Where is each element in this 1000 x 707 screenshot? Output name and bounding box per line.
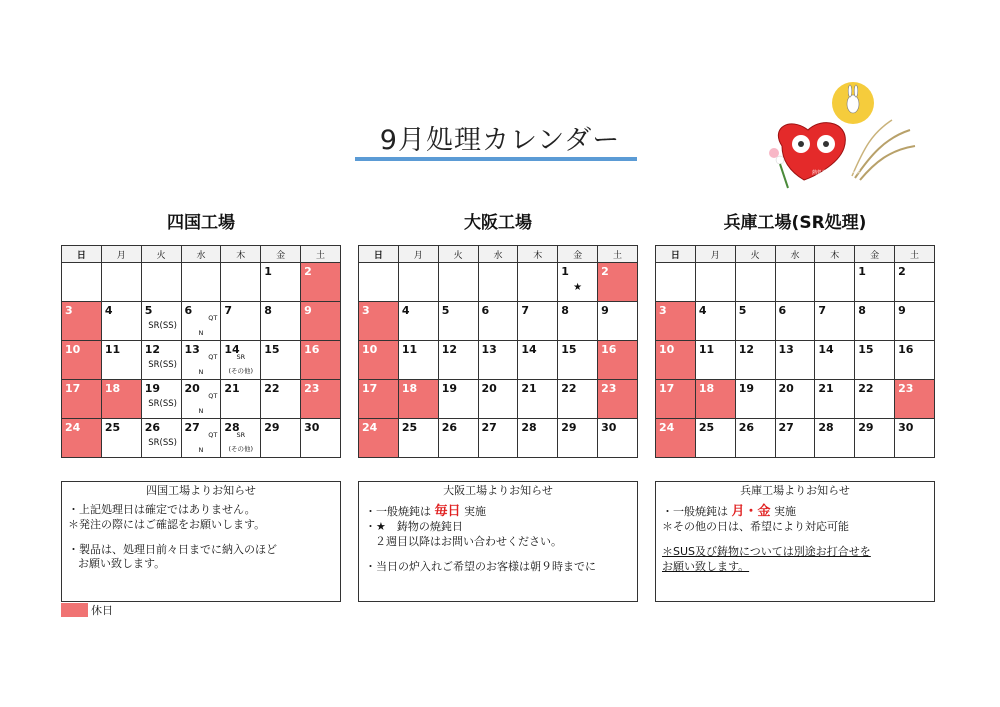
- calendar-week-row: [359, 380, 638, 419]
- calendar-day: [221, 419, 261, 458]
- notice-line: ・★ 鋳物の焼鈍日: [365, 520, 463, 534]
- calendar-day: [518, 419, 558, 458]
- day-number: 6: [184, 304, 193, 317]
- day-number: 2: [304, 265, 312, 278]
- notice-highlight: 月・金: [731, 503, 771, 519]
- weekday-header: 土: [598, 246, 638, 263]
- day-number: 2: [601, 265, 609, 278]
- calendar-day: [62, 263, 102, 302]
- calendar-day: [359, 263, 399, 302]
- notice-line: ・当日の炉入れご希望のお客様は朝９時までに: [365, 560, 596, 574]
- day-number: 26: [738, 421, 754, 434]
- notice-line: お願い致します。: [78, 557, 166, 571]
- weekday-header: 月: [101, 246, 141, 263]
- calendar-osaka: [358, 245, 638, 458]
- process-note-other: (その他): [228, 445, 254, 453]
- notice-osaka: [358, 481, 638, 602]
- calendar-week-row: [359, 302, 638, 341]
- day-number: 20: [184, 382, 200, 395]
- day-number: 24: [659, 421, 675, 434]
- calendar-day: [518, 302, 558, 341]
- calendar-day: [301, 419, 341, 458]
- process-note-other: (その他): [228, 367, 254, 375]
- calendar-day: [518, 380, 558, 419]
- calendar-day: [261, 341, 301, 380]
- calendar-day: [478, 419, 518, 458]
- day-number: 10: [659, 343, 675, 356]
- notice-line: ・上記処理日は確定ではありません。: [68, 502, 256, 516]
- process-note-ss: SR(SS): [148, 321, 177, 331]
- calendar-week-row: [656, 419, 935, 458]
- calendar-day: [775, 302, 815, 341]
- calendar-week-row: [656, 263, 935, 302]
- calendar-day: [895, 419, 935, 458]
- calendar-day: [855, 302, 895, 341]
- day-number: 4: [104, 304, 113, 317]
- calendar-day: [518, 263, 558, 302]
- weekday-header: 金: [855, 246, 895, 263]
- day-number: 7: [224, 304, 233, 317]
- calendar-day-holiday: [695, 380, 735, 419]
- weekday-header: 日: [359, 246, 399, 263]
- calendar-week-row: [359, 419, 638, 458]
- day-number: 27: [778, 421, 794, 434]
- day-number: 17: [65, 382, 81, 395]
- factory-name-shikoku: 四国工場: [167, 213, 235, 233]
- calendar-day: [855, 419, 895, 458]
- calendar-day-holiday: [301, 263, 341, 302]
- day-number: 29: [561, 421, 577, 434]
- day-number: 2: [898, 265, 906, 278]
- calendar-week-row: [62, 341, 341, 380]
- day-number: 20: [778, 382, 794, 395]
- notice-line: ＊発注の際にはご確認をお願いします。: [68, 517, 266, 531]
- day-number: 10: [65, 343, 81, 356]
- calendar-day: [181, 263, 221, 302]
- calendar-day-holiday: [598, 341, 638, 380]
- day-number: 7: [521, 304, 530, 317]
- calendar-day: [181, 341, 221, 380]
- day-number: 28: [224, 421, 240, 434]
- calendar-day: [261, 263, 301, 302]
- day-number: 14: [224, 343, 240, 356]
- weekday-header: 日: [62, 246, 102, 263]
- day-number: 25: [104, 421, 121, 434]
- weekday-header: 水: [775, 246, 815, 263]
- notice-text: 実施: [774, 504, 797, 518]
- weekday-header: 金: [558, 246, 598, 263]
- notice-line: お願い致します。: [662, 560, 750, 574]
- day-number: 26: [144, 421, 160, 434]
- calendar-day: [598, 419, 638, 458]
- day-number: 27: [481, 421, 497, 434]
- calendar-day: [815, 341, 855, 380]
- calendar-day: [815, 302, 855, 341]
- calendar-day: [438, 341, 478, 380]
- calendar-day-holiday: [656, 341, 696, 380]
- calendar-day: [221, 302, 261, 341]
- day-number: 19: [144, 382, 160, 395]
- calendar-day: [398, 302, 438, 341]
- calendar-day: [478, 302, 518, 341]
- calendar-hyogo: [655, 245, 935, 458]
- day-number: 5: [441, 304, 450, 317]
- calendar-day: [101, 263, 141, 302]
- day-number: 13: [481, 343, 497, 356]
- notice-highlight: 毎日: [434, 503, 461, 519]
- page-title: 9月処理カレンダー: [379, 125, 621, 156]
- day-number: 4: [698, 304, 707, 317]
- calendar-day: [398, 263, 438, 302]
- day-number: 20: [481, 382, 497, 395]
- day-number: 24: [65, 421, 81, 434]
- day-number: 16: [304, 343, 320, 356]
- calendar-day: [478, 341, 518, 380]
- calendar-day-holiday: [359, 302, 399, 341]
- day-number: 6: [778, 304, 787, 317]
- process-note-qt: QT: [208, 392, 218, 400]
- calendar-day: [181, 302, 221, 341]
- day-number: 4: [401, 304, 410, 317]
- calendar-day: [598, 302, 638, 341]
- day-number: 3: [362, 304, 370, 317]
- legend-holiday-label: 休日: [91, 604, 113, 617]
- calendar-week-row: [656, 341, 935, 380]
- day-number: 12: [144, 343, 160, 356]
- notice-line: ２週目以降はお問い合わせください。: [375, 535, 562, 549]
- weekday-header: 火: [141, 246, 181, 263]
- calendar-day-holiday: [656, 380, 696, 419]
- calendar-day: [101, 419, 141, 458]
- day-number: 11: [104, 343, 121, 356]
- calendar-day: [775, 341, 815, 380]
- day-number: 21: [818, 382, 834, 395]
- process-note-qt: QT: [208, 431, 218, 439]
- process-note-n: N: [198, 446, 204, 454]
- weekday-header: 土: [301, 246, 341, 263]
- day-number: 15: [561, 343, 577, 356]
- calendar-day: [438, 419, 478, 458]
- calendar-day-holiday: [895, 380, 935, 419]
- notice-hyogo: [655, 481, 935, 602]
- weekday-header: 金: [261, 246, 301, 263]
- day-number: 22: [561, 382, 577, 395]
- notice-text: ・一般焼鈍は: [365, 504, 431, 518]
- calendar-day-holiday: [101, 380, 141, 419]
- day-number: 8: [858, 304, 866, 317]
- notice-heading: 兵庫工場よりお知らせ: [740, 484, 850, 497]
- day-number: 8: [264, 304, 272, 317]
- weekday-header: 木: [815, 246, 855, 263]
- day-number: 8: [561, 304, 569, 317]
- day-number: 13: [778, 343, 794, 356]
- calendar-day: [735, 341, 775, 380]
- process-note-n: N: [198, 329, 204, 337]
- day-number: 5: [144, 304, 153, 317]
- day-number: 21: [521, 382, 537, 395]
- notice-text: ・一般焼鈍は: [662, 504, 728, 518]
- calendar-day: [181, 380, 221, 419]
- calendar-day: [735, 380, 775, 419]
- calendar-day: [815, 419, 855, 458]
- calendar-day-holiday: [62, 380, 102, 419]
- notice-shikoku: [61, 481, 341, 602]
- calendar-day: [815, 380, 855, 419]
- day-number: 11: [698, 343, 715, 356]
- day-number: 1: [858, 265, 866, 278]
- process-note-n: N: [198, 407, 204, 415]
- notice-line: ・製品は、処理日前々日までに納入のほど: [68, 542, 277, 556]
- calendar-week-row: [656, 302, 935, 341]
- calendar-day-holiday: [398, 380, 438, 419]
- calendar-day: [398, 419, 438, 458]
- calendar-day: [895, 263, 935, 302]
- calendar-day: [735, 302, 775, 341]
- calendar-day: [735, 263, 775, 302]
- day-number: 9: [601, 304, 609, 317]
- day-number: 5: [738, 304, 747, 317]
- calendar-day: [815, 263, 855, 302]
- notice-line: ＊SUS及び鋳物については別途お打合せを: [662, 545, 871, 559]
- day-number: 15: [264, 343, 280, 356]
- day-number: 29: [264, 421, 280, 434]
- day-number: 30: [898, 421, 914, 434]
- day-number: 13: [184, 343, 200, 356]
- calendar-week-row: [62, 419, 341, 458]
- calendar-day: [221, 341, 261, 380]
- calendar-day-holiday: [62, 341, 102, 380]
- weekday-header: 水: [478, 246, 518, 263]
- calendar-day: [181, 419, 221, 458]
- day-number: 1: [264, 265, 272, 278]
- weekday-header: 火: [438, 246, 478, 263]
- process-note-ss: SR(SS): [148, 360, 177, 370]
- calendar-day: [895, 341, 935, 380]
- day-number: 19: [738, 382, 754, 395]
- calendar-day: [656, 263, 696, 302]
- calendar-day: [101, 341, 141, 380]
- calendar-day-holiday: [301, 341, 341, 380]
- day-number: 25: [698, 421, 715, 434]
- calendar-day: [695, 419, 735, 458]
- day-number: 24: [362, 421, 378, 434]
- process-note-sr: SR: [236, 353, 246, 361]
- calendar-day: [478, 263, 518, 302]
- calendar-day: [141, 341, 181, 380]
- day-number: 22: [858, 382, 874, 395]
- day-number: 30: [304, 421, 320, 434]
- day-number: 15: [858, 343, 874, 356]
- day-number: 14: [818, 343, 834, 356]
- calendar-day-holiday: [62, 302, 102, 341]
- calendar-day-holiday: [62, 419, 102, 458]
- calendar-day: [221, 380, 261, 419]
- day-number: 9: [304, 304, 312, 317]
- calendar-day: [558, 380, 598, 419]
- weekday-header: 土: [895, 246, 935, 263]
- calendar-day: [141, 302, 181, 341]
- calendar-day: [775, 419, 815, 458]
- calendar-day-holiday: [301, 302, 341, 341]
- star-icon: ★: [573, 282, 583, 293]
- notice-heading: 大阪工場よりお知らせ: [443, 484, 553, 497]
- day-number: 16: [601, 343, 617, 356]
- weekday-header: 水: [181, 246, 221, 263]
- day-number: 12: [441, 343, 457, 356]
- calendar-day: [221, 263, 261, 302]
- factory-name-osaka: 大阪工場: [464, 213, 532, 233]
- day-number: 1: [561, 265, 569, 278]
- process-note-qt: QT: [208, 353, 218, 361]
- calendar-week-row: [62, 263, 341, 302]
- day-number: 25: [401, 421, 418, 434]
- notice-line: ＊その他の日は、希望により対応可能: [662, 520, 849, 534]
- legend-holiday-swatch: [61, 603, 88, 617]
- calendar-day: [695, 263, 735, 302]
- calendar-day-holiday: [359, 341, 399, 380]
- notice-text: 実施: [464, 504, 487, 518]
- day-number: 26: [441, 421, 457, 434]
- calendar-week-row: [62, 302, 341, 341]
- calendar-week-row: [62, 380, 341, 419]
- day-number: 7: [818, 304, 827, 317]
- notice-heading: 四国工場よりお知らせ: [146, 484, 256, 497]
- day-number: 10: [362, 343, 378, 356]
- calendar-day: [438, 380, 478, 419]
- calendar-day: [775, 380, 815, 419]
- day-number: 17: [362, 382, 378, 395]
- day-number: 3: [659, 304, 667, 317]
- day-number: 21: [224, 382, 240, 395]
- calendar-day: [855, 380, 895, 419]
- process-note-ss: SR(SS): [148, 438, 177, 448]
- day-number: 28: [521, 421, 537, 434]
- calendar-day: [398, 341, 438, 380]
- day-number: 3: [65, 304, 73, 317]
- weekday-header: 月: [398, 246, 438, 263]
- calendar-day: [141, 419, 181, 458]
- weekday-header: 木: [518, 246, 558, 263]
- day-number: 23: [304, 382, 320, 395]
- day-number: 23: [898, 382, 914, 395]
- notice-line: [656, 503, 934, 521]
- day-number: 29: [858, 421, 874, 434]
- weekday-header: 月: [695, 246, 735, 263]
- day-number: 23: [601, 382, 617, 395]
- calendar-day: [261, 419, 301, 458]
- calendar-week-row: [359, 263, 638, 302]
- weekday-header: 火: [735, 246, 775, 263]
- day-number: 27: [184, 421, 200, 434]
- day-number: 19: [441, 382, 457, 395]
- day-number: 30: [601, 421, 617, 434]
- calendar-day: [695, 302, 735, 341]
- day-number: 11: [401, 343, 418, 356]
- process-note-sr: SR: [236, 431, 246, 439]
- calendar-day: [101, 302, 141, 341]
- process-note-n: N: [198, 368, 204, 376]
- calendar-day-holiday: [656, 302, 696, 341]
- calendar-day: [855, 341, 895, 380]
- calendar-day: [141, 263, 181, 302]
- mascot-illustration: [760, 78, 920, 193]
- calendar-day: [261, 380, 301, 419]
- calendar-week-row: [656, 380, 935, 419]
- calendar-day-holiday: [598, 263, 638, 302]
- calendar-day: [518, 341, 558, 380]
- day-number: 18: [401, 382, 418, 395]
- calendar-day-holiday: [656, 419, 696, 458]
- calendar-day: [558, 263, 598, 302]
- calendar-day: [478, 380, 518, 419]
- process-note-ss: SR(SS): [148, 399, 177, 409]
- calendar-day: [735, 419, 775, 458]
- calendar-day: [141, 380, 181, 419]
- day-number: 14: [521, 343, 537, 356]
- day-number: 18: [698, 382, 715, 395]
- day-number: 16: [898, 343, 914, 356]
- title-underline: [355, 157, 637, 161]
- calendar-day-holiday: [598, 380, 638, 419]
- calendar-day-holiday: [359, 380, 399, 419]
- day-number: 28: [818, 421, 834, 434]
- calendar-day: [558, 341, 598, 380]
- calendar-day: [438, 263, 478, 302]
- notice-line: [359, 503, 637, 521]
- calendar-day-holiday: [359, 419, 399, 458]
- day-number: 22: [264, 382, 280, 395]
- calendar-day: [558, 419, 598, 458]
- mascot-caption: 熱処理のかもめちゃん: [812, 170, 863, 176]
- calendar-day: [695, 341, 735, 380]
- day-number: 12: [738, 343, 754, 356]
- process-note-qt: QT: [208, 314, 218, 322]
- day-number: 6: [481, 304, 490, 317]
- calendar-day-holiday: [301, 380, 341, 419]
- calendar-day: [775, 263, 815, 302]
- calendar-day: [855, 263, 895, 302]
- calendar-week-row: [359, 341, 638, 380]
- factory-name-hyogo: 兵庫工場(SR処理): [723, 213, 867, 233]
- day-number: 17: [659, 382, 675, 395]
- calendar-day: [895, 302, 935, 341]
- weekday-header: 日: [656, 246, 696, 263]
- day-number: 9: [898, 304, 906, 317]
- calendar-day: [558, 302, 598, 341]
- weekday-header: 木: [221, 246, 261, 263]
- day-number: 18: [104, 382, 121, 395]
- calendar-shikoku: [61, 245, 341, 458]
- calendar-day: [438, 302, 478, 341]
- calendar-day: [261, 302, 301, 341]
